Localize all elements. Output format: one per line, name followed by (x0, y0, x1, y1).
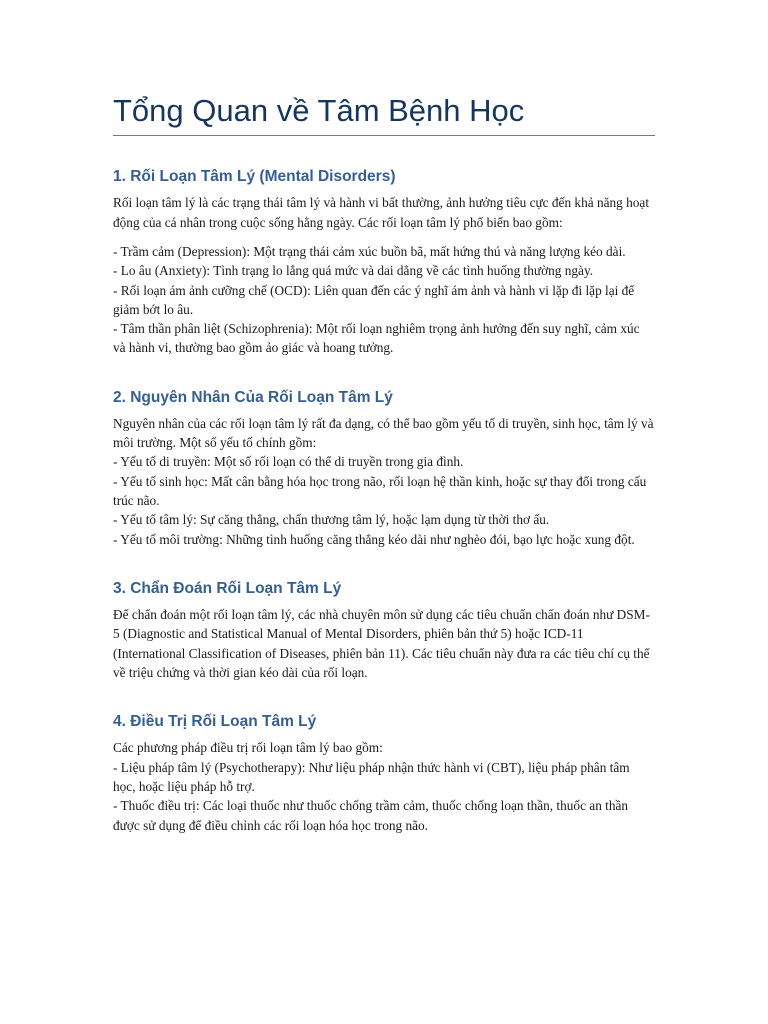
section-treatment (113, 712, 655, 835)
section-intro: Để chẩn đoán một rối loạn tâm lý, các nhà chuyên môn sử dụng các tiêu chuẩn chẩn đoán như DSM-5 (Diagnostic and Statistical Manual of Mental Disorders, phiên bản thứ 5) hoặc ICD-11 (International Classification of Diseases, phiên bản 11). Các tiêu chuẩn này đưa ra các tiêu chí cụ thể về triệu chứng và thời gian kéo dài của rối loạn. (113, 607, 650, 680)
list-item: - Yếu tố môi trường: Những tình huống căng thẳng kéo dài như nghèo đói, bạo lực hoặc xung đột. (113, 531, 635, 547)
list-item: - Lo âu (Anxiety): Tình trạng lo lắng quá mức và dai dẳng về các tình huống thường ngày. (113, 263, 594, 279)
page-title: Tổng Quan về Tâm Bệnh Học (113, 92, 655, 136)
list-item: - Liệu pháp tâm lý (Psychotherapy): Như liệu pháp nhận thức hành vi (CBT), liệu pháp phân tâm học, hoặc liệu pháp hỗ trợ. (113, 759, 630, 794)
section-heading: 3. Chẩn Đoán Rối Loạn Tâm Lý (113, 579, 342, 597)
list-item: - Rối loạn ám ảnh cưỡng chế (OCD): Liên quan đến các ý nghĩ ám ảnh và hành vi lặp đi lặp lại để giảm bớt lo âu. (113, 282, 635, 317)
section-causes (113, 388, 655, 549)
section-heading: 1. Rối Loạn Tâm Lý (Mental Disorders) (113, 168, 396, 186)
list-item: - Trầm cảm (Depression): Một trạng thái cảm xúc buồn bã, mất hứng thú và năng lượng kéo dài. (113, 243, 626, 259)
section-heading: 2. Nguyên Nhân Của Rối Loạn Tâm Lý (113, 388, 393, 406)
section-diagnosis (113, 579, 655, 682)
section-intro: Các phương pháp điều trị rối loạn tâm lý bao gồm: (113, 740, 383, 756)
section-list (113, 758, 655, 835)
section-mental-disorders (113, 167, 655, 358)
document-page (113, 92, 655, 835)
list-item: - Yếu tố tâm lý: Sự căng thẳng, chấn thương tâm lý, hoặc lạm dụng từ thời thơ ấu. (113, 512, 550, 528)
section-intro: Rối loạn tâm lý là các trạng thái tâm lý và hành vi bất thường, ảnh hưởng tiêu cực đến khả năng hoạt động của cá nhân trong cuộc sống hằng ngày. Các rối loạn tâm lý phổ biến bao gồm: (113, 195, 650, 230)
section-heading: 4. Điều Trị Rối Loạn Tâm Lý (113, 713, 317, 731)
list-item: - Yếu tố sinh học: Mất cân bằng hóa học trong não, rối loạn hệ thần kinh, hoặc sự thay đổi trong cấu trúc não. (113, 473, 647, 509)
list-item: - Thuốc điều trị: Các loại thuốc như thuốc chống trầm cảm, thuốc chống loạn thần, thuốc an thần được sử dụng để điều chỉnh các rối loạn hóa học trong não. (113, 798, 629, 833)
section-list (113, 242, 655, 358)
list-item: - Tâm thần phân liệt (Schizophrenia): Một rối loạn nghiêm trọng ảnh hưởng đến suy nghĩ, cảm xúc và hành vi, thường bao gồm ảo giác và hoang tưởng. (113, 321, 640, 356)
list-item: - Yếu tố di truyền: Một số rối loạn có thể di truyền trong gia đình. (113, 454, 464, 470)
section-list (113, 452, 655, 548)
section-intro: Nguyên nhân của các rối loạn tâm lý rất đa dạng, có thể bao gồm yếu tố di truyền, sinh học, tâm lý và môi trường. Một số yếu tố chính gồm: (113, 415, 654, 451)
